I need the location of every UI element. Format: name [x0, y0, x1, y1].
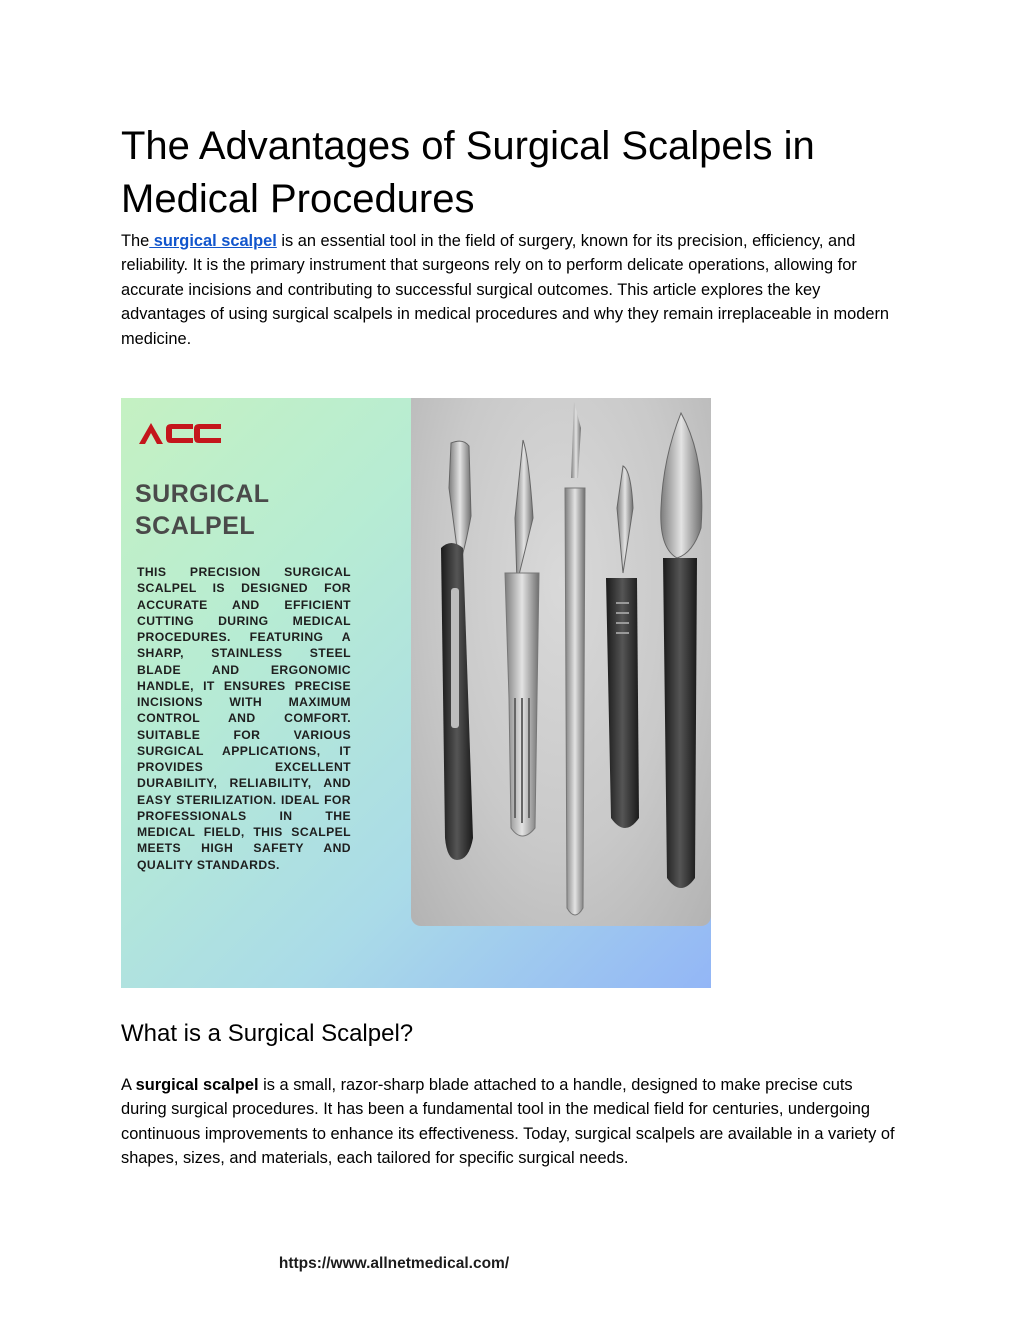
what-is-bold-term: surgical scalpel — [135, 1076, 259, 1094]
banner-heading-line2: SCALPEL — [135, 512, 256, 540]
intro-text: is an essential tool in the field of surgery, known for its precision, efficiency, and reliability. It is the primary instrument that surgeons rely on to perform delicate operations, allowing for accurate incisions and contributing to successful surgical outcomes. This article explores the key advantages of using surgical scalpels in medical procedures and why they remain irreplaceable in modern medicine. — [121, 232, 890, 348]
intro-prefix: The — [121, 232, 150, 250]
what-is-text: is a small, razor-sharp blade attached to a handle, designed to make precise cuts during surgical procedures. It has been a fundamental tool in the medical field for centuries, undergoing continuous improvements to enhance its effectiveness. Today, surgical scalpels are available in a variety of shapes, sizes, and materials, each tailored for specific surgical needs. — [121, 1076, 895, 1168]
article-title: The Advantages of Surgical Scalpels in Medical Procedures — [121, 124, 815, 221]
banner-description: THIS PRECISION SURGICAL SCALPEL IS DESIGNED FOR ACCURATE AND EFFICIENT CUTTING DURING MEDICAL PROCEDURES. FEATURING A SHARP, STAINLESS STEEL BLADE AND ERGONOMIC HANDLE, IT ENSURES PRECISE INCISIONS WITH MAXIMUM CONTROL AND COMFORT. SUITABLE FOR VARIOUS SURGICAL APPLICATIONS, IT PROVIDES EXCELLENT DURABILITY, RELIABILITY, AND EASY STERILIZATION. IDEAL FOR PROFESSIONALS IN THE MEDICAL FIELD, THIS SCALPEL MEETS HIGH SAFETY AND QUALITY STANDARDS. — [137, 565, 351, 872]
surgical-scalpel-link[interactable]: surgical scalpel — [149, 232, 277, 250]
section-heading-what-is: What is a Surgical Scalpel? — [121, 1020, 414, 1047]
intro-paragraph — [121, 229, 896, 351]
banner-url-text: https://www.allnetmedical.com/ — [278, 1255, 510, 1272]
banner-heading-line1: SURGICAL — [135, 480, 270, 508]
banner-url — [121, 1255, 711, 1273]
scalpels-photo — [411, 398, 711, 926]
what-is-paragraph — [121, 1073, 896, 1171]
what-is-prefix: A — [121, 1076, 136, 1094]
banner-heading — [135, 478, 270, 542]
acc-logo — [137, 420, 223, 451]
